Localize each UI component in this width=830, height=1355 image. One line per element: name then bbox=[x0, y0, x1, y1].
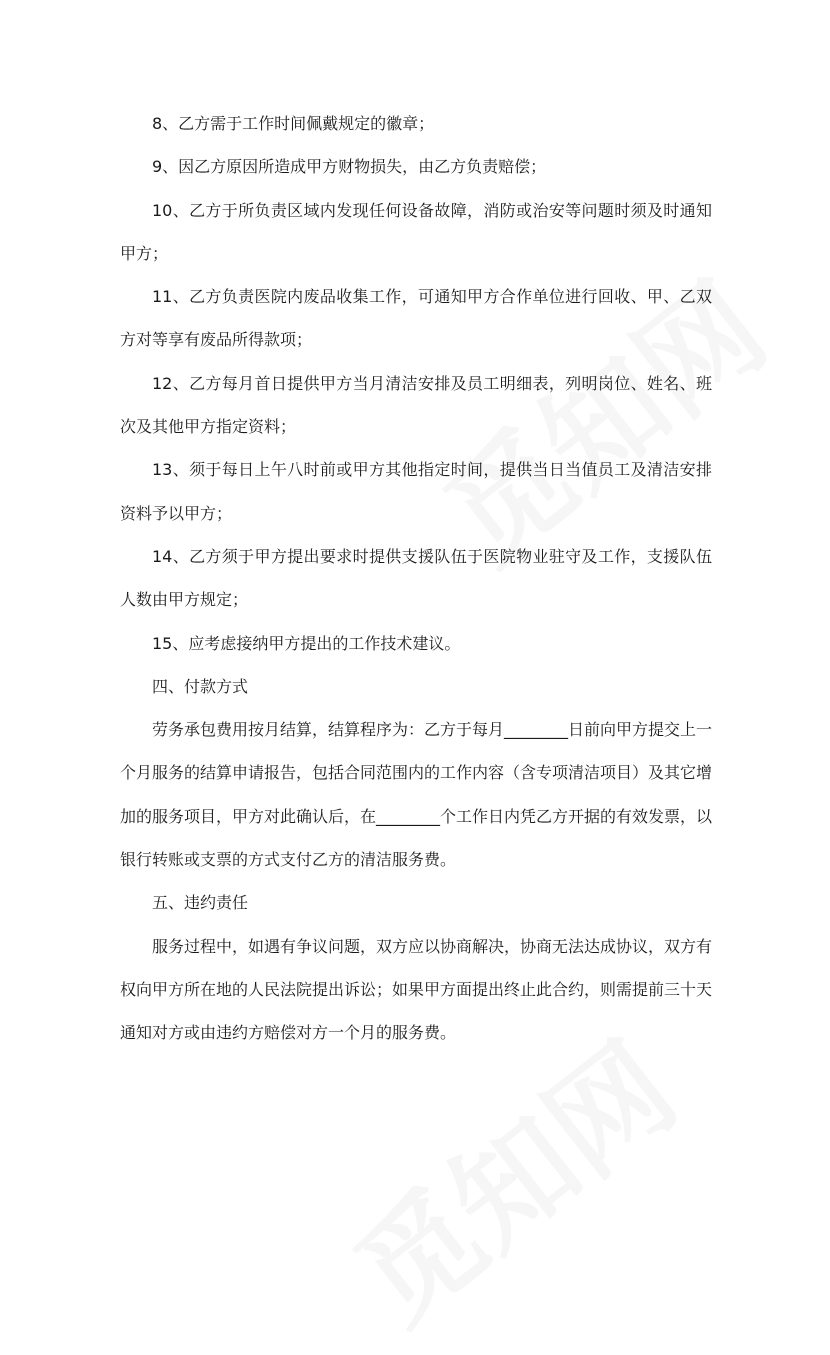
clause-14: 14、乙方须于甲方提出要求时提供支援队伍于医院物业驻守及工作，支援队伍人数由甲方规定； bbox=[120, 546, 712, 610]
section-title-payment: 四、付款方式 bbox=[152, 676, 249, 696]
clause-9: 9、因乙方原因所造成甲方财物损失，由乙方负责赔偿； bbox=[152, 157, 547, 177]
clause-15: 15、应考虑接纳甲方提出的工作技术建议。 bbox=[152, 633, 461, 653]
section-title-liability: 五、违约责任 bbox=[152, 893, 249, 913]
clause-13: 13、须于每日上午八时前或甲方其他指定时间，提供当日当值员工及清洁安排资料予以甲方； bbox=[120, 460, 712, 523]
clause-8: 8、乙方需于工作时间佩戴规定的徽章； bbox=[152, 114, 435, 133]
clause-11: 11、乙方负责医院内废品收集工作，可通知甲方合作单位进行回收、甲、乙双方对等享有废品所得款项； bbox=[120, 287, 712, 350]
section-body-payment: 劳务承包费用按月结算，结算程序为：乙方于每月________日前向甲方提交上一个月服务的结算申请报告，包括合同范围内的工作内容（含专项清洁项目）及其它增加的服务项目，甲方对此确认后，在________个工作日内凭乙方开据的有效发票，以银行转账或支票的方式支付乙方的清洁服务费。 bbox=[120, 720, 713, 870]
section-body-liability: 服务过程中，如遇有争议问题，双方应以协商解决，协商无法达成协议，双方有权向甲方所在地的人民法院提出诉讼；如果甲方面提出终止此合约，则需提前三十天通知对方或由违约方赔偿对方一个月的服务费。 bbox=[120, 936, 713, 1043]
document-body bbox=[120, 102, 712, 1055]
clause-10: 10、乙方于所负责区域内发现任何设备故障，消防或治安等问题时须及时通知甲方； bbox=[120, 200, 712, 263]
clause-12: 12、乙方每月首日提供甲方当月清洁安排及员工明细表，列明岗位、姓名、班次及其他甲方指定资料； bbox=[120, 373, 712, 437]
